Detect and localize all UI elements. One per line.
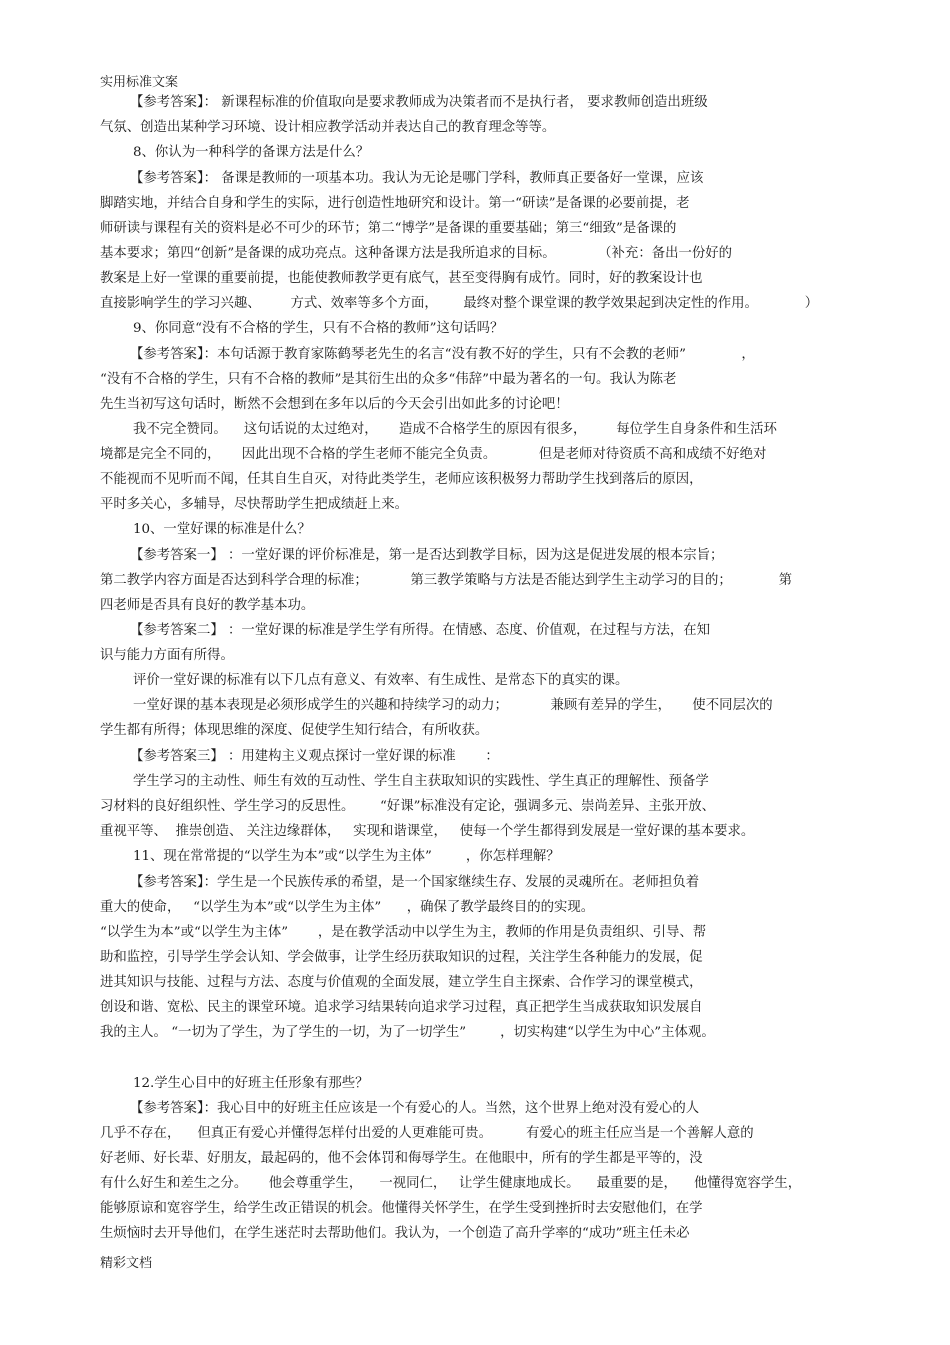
text-line: 重视平等、 推崇创造、 关注边缘群体， 实现和谐课堂， 使每一个学生都得到发展是一堂好课的基本要求。 <box>100 824 755 839</box>
text-line: 创设和谐、宽松、民主的课堂环境。追求学习结果转向追求学习过程，真正把学生当成获取知识发展自 <box>100 1000 703 1015</box>
text-line: 四老师是否具有良好的教学基本功。 <box>100 598 315 613</box>
text-line: 我不完全赞同。 这句话说的太过绝对， 造成不合格学生的原因有很多， 每位学生自身条件和生活环 <box>133 422 777 437</box>
text-line: 先生当初写这句话时，断然不会想到在多年以后的今天会引出如此多的讨论吧！ <box>100 397 569 412</box>
text-line: 平时多关心，多辅导，尽快帮助学生把成绩赶上来。 <box>100 497 408 512</box>
text-line: 教案是上好一堂课的重要前提，也能使教师教学更有底气，甚至变得胸有成竹。同时，好的教案设计也 <box>100 271 703 286</box>
text-line: 【参考答案】： 备课是教师的一项基本功。我认为无论是哪门学科，教师真正要备好一堂课，应该 <box>130 171 704 186</box>
question-heading: 11、现在常常提的“以学生为本”或“以学生为主体” ，你怎样理解？ <box>133 849 560 864</box>
text-line: 第二教学内容方面是否达到科学合理的标准； 第三教学策略与方法是否能达到学生主动学习的目的； 第 <box>100 573 792 588</box>
text-line: 识与能力方面有所得。 <box>100 648 234 663</box>
text-line: 师研读与课程有关的资料是必不可少的环节；第二“博学”是备课的重要基础；第三“细致”是备课的 <box>100 221 677 236</box>
text-line: 助和监控，引导学生学会认知、学会做事，让学生经历获取知识的过程，关注学生各种能力的发展，促 <box>100 950 703 965</box>
text-line: 【参考答案】： 新课程标准的价值取向是要求教师成为决策者而不是执行者， 要求教师创造出班级 <box>130 95 708 110</box>
text-line: 基本要求；第四“创新”是备课的成功亮点。这种备课方法是我所追求的目标。 （补充：备出一份好的 <box>100 246 733 261</box>
text-line: 【参考答案】：本句话源于教育家陈鹤琴老先生的名言“没有教不好的学生，只有不会教的老师” ， <box>130 347 755 362</box>
text-line: 学生学习的主动性、师生有效的互动性、学生自主获取知识的实践性、学生真正的理解性、预备学 <box>133 774 709 789</box>
text-line: 重大的使命， “以学生为本”或“以学生为主体” ，确保了教学最终目的的实现。 <box>100 900 595 915</box>
page-footer: 精彩文档 <box>100 1256 153 1271</box>
text-line: 一堂好课的基本表现是必须形成学生的兴趣和持续学习的动力； 兼顾有差异的学生， 使不同层次的 <box>133 698 773 713</box>
page-header: 实用标准文案 <box>100 75 179 90</box>
text-line: 我的主人。 “一切为了学生，为了学生的一切，为了一切学生” ，切实构建“以学生为中心”主体观。 <box>100 1025 715 1040</box>
text-line: 有什么好生和差生之分。 他会尊重学生， 一视同仁， 让学生健康地成长。 最重要的是， 他懂得宽容学生， <box>100 1176 802 1191</box>
text-line: 学生都有所得；体现思维的深度、促使学生知行结合，有所收获。 <box>100 723 489 738</box>
text-line: 习材料的良好组织性、学生学习的反思性。 “好课”标准没有定论，强调多元、崇尚差异、主张开放、 <box>100 799 716 814</box>
text-line: 【参考答案三】 ：用建构主义观点探讨一堂好课的标准 ： <box>130 749 499 764</box>
question-heading: 12.学生心目中的好班主任形象有那些？ <box>133 1076 369 1091</box>
text-line: 【参考答案一】 ：一堂好课的评价标准是，第一是否达到教学目标，因为这是促进发展的根本宗旨； <box>130 548 724 563</box>
text-line: 好老师、好长辈、好朋友，最起码的，他不会体罚和侮辱学生。在他眼中，所有的学生都是平等的，没 <box>100 1151 703 1166</box>
text-line: 生烦恼时去开导他们，在学生迷茫时去帮助他们。我认为，一个创造了高升学率的“成功”班主任未必 <box>100 1226 690 1241</box>
text-line: 不能视而不见听而不闻，任其自生自灭，对待此类学生，老师应该积极努力帮助学生找到落后的原因， <box>100 472 703 487</box>
text-line: 境都是完全不同的， 因此出现不合格的学生老师不能完全负责。 但是老师对待资质不高和成绩不好绝对 <box>100 447 767 462</box>
text-line: 【参考答案二】 ：一堂好课的标准是学生学有所得。在情感、态度、价值观，在过程与方法，在知 <box>130 623 711 638</box>
text-line: 气氛、创造出某种学习环境、设计相应教学活动并表达自己的教育理念等等。 <box>100 120 556 135</box>
text-line: 直接影响学生的学习兴趣、 方式、效率等多个方面， 最终对整个课堂课的教学效果起到决定性的作用。 ） <box>100 296 819 311</box>
text-line: 几乎不存在， 但真正有爱心并懂得怎样付出爱的人更难能可贵。 有爱心的班主任应当是一个善解人意的 <box>100 1126 754 1141</box>
question-heading: 8、你认为一种科学的备课方法是什么？ <box>133 145 370 160</box>
text-line: 能够原谅和宽容学生，给学生改正错误的机会。他懂得关怀学生，在学生受到挫折时去安慰他们，在学 <box>100 1201 703 1216</box>
text-line: 脚踏实地，并结合自身和学生的实际，进行创造性地研究和设计。第一“研读”是备课的必要前提，老 <box>100 196 690 211</box>
text-line: 【参考答案】：我心目中的好班主任应该是一个有爱心的人。当然，这个世界上绝对没有爱心的人 <box>130 1101 700 1116</box>
text-line: 进其知识与技能、过程与方法、态度与价值观的全面发展，建立学生自主探索、合作学习的课堂模式， <box>100 975 703 990</box>
text-line: 评价一堂好课的标准有以下几点有意义、有效率、有生成性、是常态下的真实的课。 <box>133 673 629 688</box>
text-line: “以学生为本”或“以学生为主体” ，是在教学活动中以学生为主，教师的作用是负责组织、引导、帮 <box>100 925 707 940</box>
question-heading: 9、你同意“没有不合格的学生，只有不合格的教师”这句话吗？ <box>133 321 504 336</box>
text-line: “没有不合格的学生，只有不合格的教师”是其衍生出的众多“伟辞”中最为著名的一句。我认为陈老 <box>100 372 677 387</box>
question-heading: 10、一堂好课的标准是什么？ <box>133 522 311 537</box>
text-line: 【参考答案】：学生是一个民族传承的希望，是一个国家继续生存、发展的灵魂所在。老师担负着 <box>130 875 700 890</box>
